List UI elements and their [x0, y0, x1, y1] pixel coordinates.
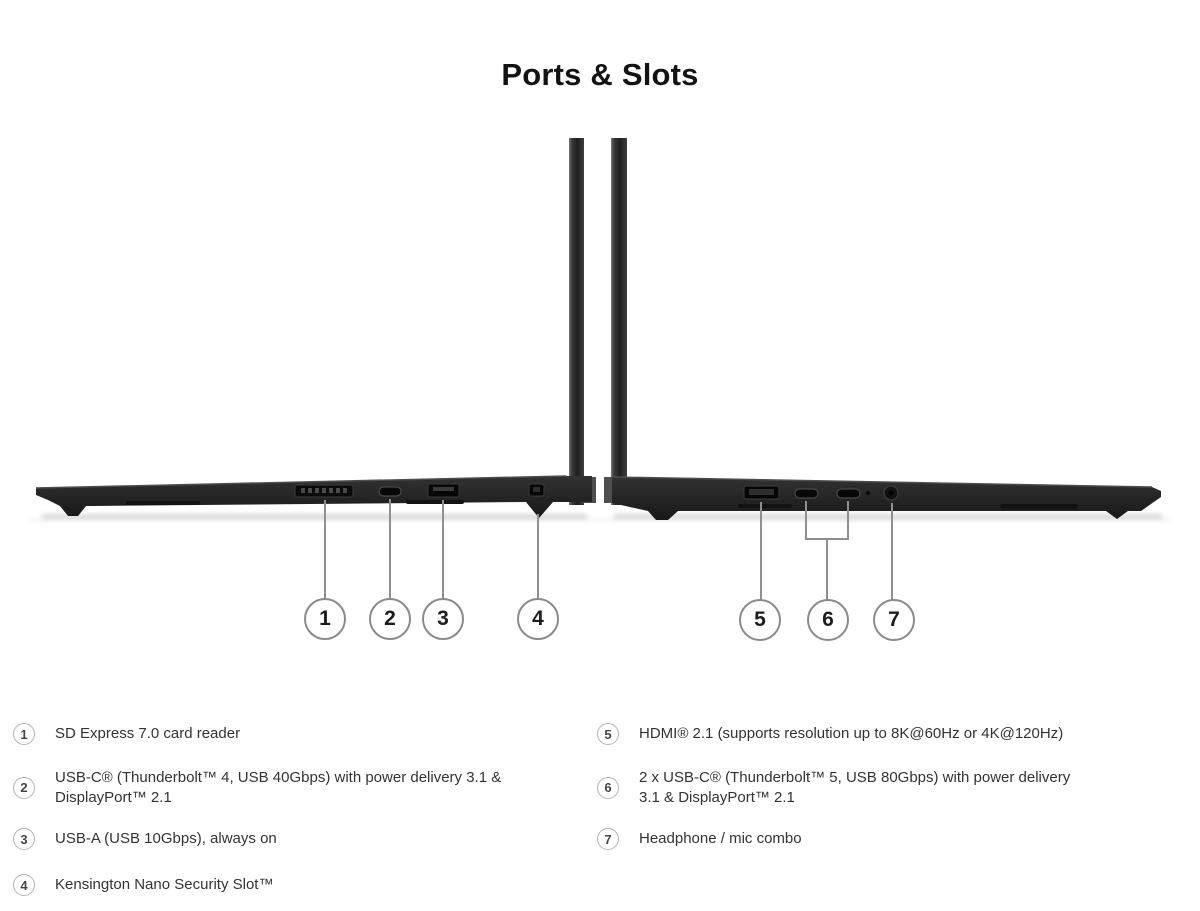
- callout-7: [873, 599, 915, 641]
- legend-item-5: [597, 723, 1117, 745]
- legend-item-4: [13, 874, 579, 896]
- usb-a-port-icon: [428, 484, 459, 497]
- callout-2-number: 2: [384, 607, 396, 630]
- callout-5: [739, 599, 781, 641]
- legend-item-7: [597, 828, 1117, 850]
- legend-text-4: Kensington Nano Security Slot™: [55, 876, 274, 894]
- legend-text-5: HDMI® 2.1 (supports resolution up to 8K@60Hz or 4K@120Hz): [639, 725, 1064, 743]
- legend-text-1: SD Express 7.0 card reader: [55, 725, 241, 743]
- legend-text-6: 2 x USB-C® (Thunderbolt™ 5, USB 80Gbps) with power delivery 3.1 & DisplayPort™ 2.1: [639, 769, 1071, 806]
- callout-3: [422, 598, 464, 640]
- legend-badge-4: 4: [13, 874, 35, 896]
- legend-badge-3: 3: [13, 828, 35, 850]
- right-rubber-foot-strip-2: [1000, 504, 1078, 509]
- legend-badge-1: 1: [13, 723, 35, 745]
- callout-4: [517, 598, 559, 640]
- legend-text-7: Headphone / mic combo: [639, 830, 802, 848]
- left-laptop-screen: [569, 138, 584, 505]
- callout-1-number: 1: [319, 607, 331, 630]
- left-rubber-foot-strip-1: [126, 501, 200, 505]
- legend-item-3: [13, 828, 579, 850]
- callout-7-number: 7: [888, 608, 900, 631]
- legend-badge-6: 6: [597, 777, 619, 799]
- callout-1: [304, 598, 346, 640]
- mic-hole-icon: [866, 491, 870, 495]
- usb-c-port-icon: [379, 487, 401, 496]
- kensington-nano-security-slot-icon: [529, 484, 544, 496]
- callout-2: [369, 598, 411, 640]
- legend-text-2: USB-C® (Thunderbolt™ 4, USB 40Gbps) with power delivery 3.1 & DisplayPort™ 2.1: [55, 769, 502, 806]
- hdmi-port-icon: [744, 486, 779, 499]
- page-title: Ports & Slots: [501, 57, 699, 92]
- callout-4-number: 4: [532, 607, 544, 630]
- legend-badge-5: 5: [597, 723, 619, 745]
- sd-express-card-reader-icon: [295, 485, 353, 497]
- callout-3-number: 3: [437, 607, 449, 630]
- legend-text-3: USB-A (USB 10Gbps), always on: [55, 830, 277, 848]
- legend-item-6: [597, 768, 1117, 808]
- right-laptop-side-view: [604, 138, 1161, 520]
- callout-6: [807, 599, 849, 641]
- headphone-mic-jack-icon: [884, 486, 898, 500]
- right-rubber-foot-strip-1: [738, 504, 792, 508]
- legend-item-2: [13, 768, 579, 808]
- ground-shadow: [30, 514, 1170, 521]
- usb-c-port-1-icon: [795, 489, 818, 498]
- callout-5-number: 5: [754, 608, 766, 631]
- right-laptop-screen: [611, 138, 627, 505]
- left-rubber-foot-strip-2: [406, 500, 464, 504]
- usb-c-port-2-icon: [837, 489, 860, 498]
- legend-badge-7: 7: [597, 828, 619, 850]
- legend-badge-2: 2: [13, 777, 35, 799]
- legend-item-1: [13, 723, 579, 745]
- callout-6-number: 6: [822, 608, 834, 631]
- left-laptop-side-view: [36, 138, 596, 518]
